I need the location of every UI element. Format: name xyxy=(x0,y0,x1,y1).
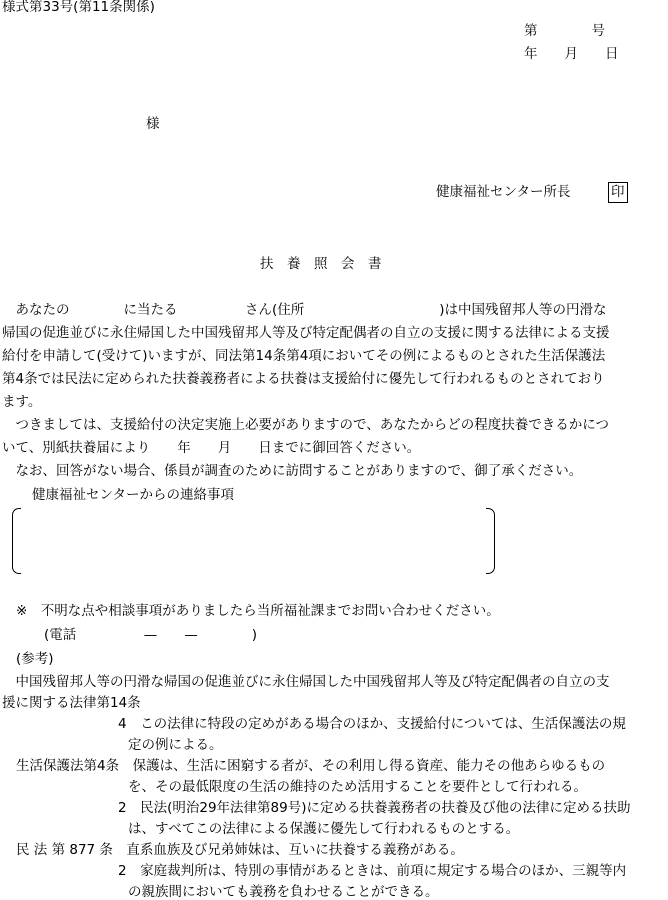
document-title: 扶 養 照 会 書 xyxy=(260,256,382,272)
reference-line: を、その最低限度の生活の維持のため活用することを要件として行われる。 xyxy=(128,779,587,795)
reference-line: 2 民法(明治29年法律第89号)に定める扶養義務者の扶養及び他の法律に定める扶助 xyxy=(118,800,631,816)
reference-label: (参考) xyxy=(16,651,54,667)
reference-line: 援に関する法律第14条 xyxy=(2,695,141,711)
reference-line: 中国残留邦人等の円滑な帰国の促進並びに永住帰国した中国残留邦人等及び特定配偶者の自立の支 xyxy=(2,674,610,690)
body-line: 帰国の促進並びに永住帰国した中国残留邦人等及び特定配偶者の自立の支援に関する法律による支援 xyxy=(2,325,610,341)
body-line: 給付を申請して(受けて)いますが、同法第14条第4項においてその例によるものとされた生活保護法 xyxy=(2,348,606,364)
contact-label: 健康福祉センターからの連絡事項 xyxy=(32,487,234,503)
seal-box xyxy=(608,182,628,203)
seal-mark: 印 xyxy=(611,184,625,200)
reference-line: の親族間においても義務を負わせることができる。 xyxy=(128,884,439,900)
addressee-honorific: 様 xyxy=(146,116,160,132)
form-number: 様式第33号(第11条関係) xyxy=(2,0,155,15)
document-number-line: 第 号 xyxy=(524,23,605,39)
reference-line: 4 この法律に特段の定めがある場合のほか、支援給付については、生活保護法の規 xyxy=(118,716,626,732)
body-line: つきましては、支援給付の決定実施上必要がありますので、あなたからどの程度扶養できるかにつ xyxy=(2,417,609,433)
inquiry-note: ※ 不明な点や相談事項がありましたら当所福祉課までお問い合わせください。 xyxy=(16,603,500,619)
contact-bracket-right xyxy=(486,508,495,574)
reference-line: 2 家庭裁判所は、特別の事情があるときは、前項に規定する場合のほか、三親等内 xyxy=(118,863,627,879)
body-line: ます。 xyxy=(2,394,42,410)
reference-line: 民 法 第 877 条 直系血族及び兄弟姉妹は、互いに扶養する義務がある。 xyxy=(16,842,464,858)
reference-line: は、すべてこの法律による保護に優先して行われるものとする。 xyxy=(128,821,520,837)
sender-title: 健康福祉センター所長 xyxy=(436,184,571,200)
reference-line: 定の例による。 xyxy=(128,737,223,753)
body-line: なお、回答がない場合、係員が調査のために訪問することがありますので、御了承ください。 xyxy=(2,463,583,479)
date-line: 年 月 日 xyxy=(524,46,619,62)
reference-line: 生活保護法第4条 保護は、生活に困窮する者が、その利用し得る資産、能力その他あらゆるもの xyxy=(16,758,606,774)
phone-line: (電話 — — ) xyxy=(44,627,258,643)
body-line: 第4条では民法に定められた扶養義務者による扶養は支援給付に優先して行われるものとされており xyxy=(2,371,605,387)
body-line: あなたの に当たる さん(住所 )は中国残留邦人等の円滑な xyxy=(2,302,607,318)
contact-bracket-left xyxy=(12,508,21,574)
body-line: いて、別紙扶養届により 年 月 日までに御回答ください。 xyxy=(2,440,421,456)
